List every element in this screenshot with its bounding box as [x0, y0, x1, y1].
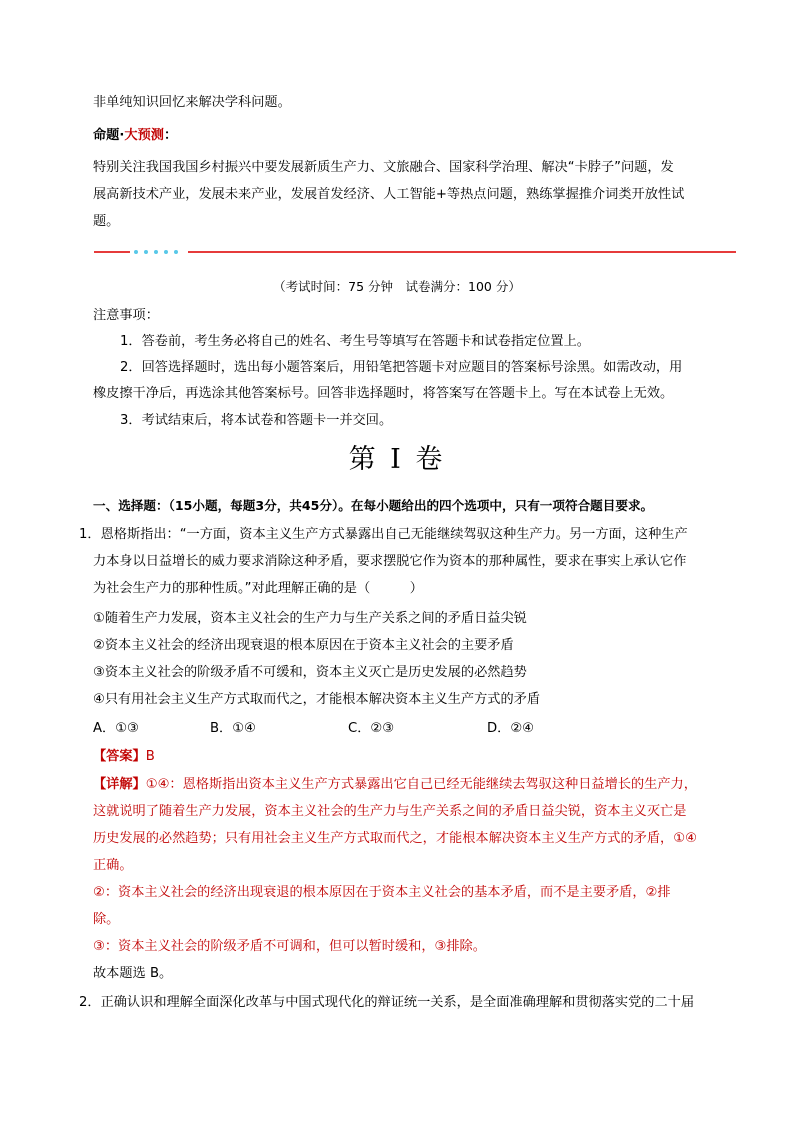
notice-line-4: 3．考试结束后，将本试卷和答题卡一并交回。	[120, 413, 393, 428]
predict-line-3: 题。	[93, 214, 120, 229]
q1-option-a: A．①③	[93, 721, 139, 736]
q1-detail-line-7: ③：资本主义社会的阶级矛盾不可调和，但可以暂时缓和，③排除。	[93, 939, 486, 954]
q1-conclusion: 故本题选 B。	[93, 966, 173, 981]
q1-answer	[93, 747, 155, 767]
q2-stem-line-1: 2．正确认识和理解全面深化改革与中国式现代化的辩证统一关系，是全面准确理解和贯彻落实党的二十届	[79, 995, 695, 1010]
q1-detail-line-4: 正确。	[93, 858, 133, 873]
predict-line-1: 特别关注我国我国乡村振兴中要发展新质生产力、文旅融合、国家科学治理、解决“卡脖子”问题，发	[93, 160, 674, 175]
exam-info: （考试时间：75 分钟 试卷满分：100 分）	[273, 279, 521, 294]
q1-stem-line-3: 为社会生产力的那种性质。”对此理解正确的是（ ）	[93, 581, 423, 596]
predict-line-2: 展高新技术产业，发展未来产业，发展首发经济、人工智能+等热点问题，熟练掌握推介词类开放性试	[93, 187, 685, 202]
q1-detail-line-5: ②：资本主义社会的经济出现衰退的根本原因在于资本主义社会的基本矛盾，而不是主要矛盾，②排	[93, 885, 671, 900]
q1-statement-2: ②资本主义社会的经济出现衰退的根本原因在于资本主义社会的主要矛盾	[93, 638, 514, 653]
q1-detail-line-1	[93, 775, 697, 795]
section-heading: 一、选择题：（15小题，每题3分，共45分）。在每小题给出的四个选项中，只有一项符合题目要求。	[93, 498, 654, 513]
divider-left-segment	[94, 251, 130, 253]
notice-line-1: 1．答卷前，考生务必将自己的姓名、考生号等填写在答题卡和试卷指定位置上。	[120, 334, 590, 349]
notice-heading: 注意事项：	[93, 308, 159, 323]
q1-stem-line-1: 1．恩格斯指出：“一方面，资本主义生产方式暴露出自己无能继续驾驭这种生产力。另一方面，这种生产	[79, 527, 688, 542]
divider-dot	[164, 250, 168, 254]
q1-detail-line-2: 这就说明了随着生产力发展，资本主义社会的生产力与生产关系之间的矛盾日益尖锐，资本主义灭亡是	[93, 804, 687, 819]
q1-option-c: C．②③	[348, 721, 395, 736]
notice-line-3: 橡皮擦干净后，再选涂其他答案标号。回答非选择题时，将答案写在答题卡上。写在本试卷上无效。	[93, 386, 674, 401]
detail-label: 【详解】	[93, 777, 146, 792]
divider-dot	[174, 250, 178, 254]
q1-stem-line-2: 力本身以日益增长的威力要求消除这种矛盾，要求摆脱它作为资本的那种属性，要求在事实上承认它作	[93, 554, 687, 569]
predict-label	[93, 126, 177, 146]
divider-dot	[154, 250, 158, 254]
intro-line-end: 非单纯知识回忆来解决学科问题。	[93, 95, 291, 110]
q1-option-b: B．①④	[210, 721, 256, 736]
predict-label-highlight: 大预测	[124, 128, 164, 143]
notice-line-2: 2．回答选择题时，选出每小题答案后，用铅笔把答题卡对应题目的答案标号涂黑。如需改动，用	[120, 360, 683, 375]
divider-right-segment	[188, 251, 736, 253]
divider-dot	[144, 250, 148, 254]
volume-title: 第 I 卷	[348, 444, 446, 475]
q1-statement-4: ④只有用社会主义生产方式取而代之，才能根本解决资本主义生产方式的矛盾	[93, 692, 541, 707]
predict-label-prefix: 命题·	[93, 128, 125, 143]
answer-value: B	[145, 749, 155, 764]
q1-option-d: D．②④	[487, 721, 534, 736]
q1-statement-1: ①随着生产力发展，资本主义社会的生产力与生产关系之间的矛盾日益尖锐	[93, 611, 527, 626]
detail-text: ①④：恩格斯指出资本主义生产方式暴露出它自己已经无能继续去驾驭这种日益增长的生产力，	[145, 777, 697, 792]
q1-statement-3: ③资本主义社会的阶级矛盾不可缓和，资本主义灭亡是历史发展的必然趋势	[93, 665, 527, 680]
divider-dot	[134, 250, 138, 254]
answer-label: 【答案】	[93, 749, 146, 764]
q1-detail-line-6: 除。	[93, 912, 120, 927]
predict-label-colon: ：	[163, 128, 178, 143]
q1-detail-line-3: 历史发展的必然趋势；只有用社会主义生产方式取而代之，才能根本解决资本主义生产方式的矛盾，①④	[93, 831, 697, 846]
